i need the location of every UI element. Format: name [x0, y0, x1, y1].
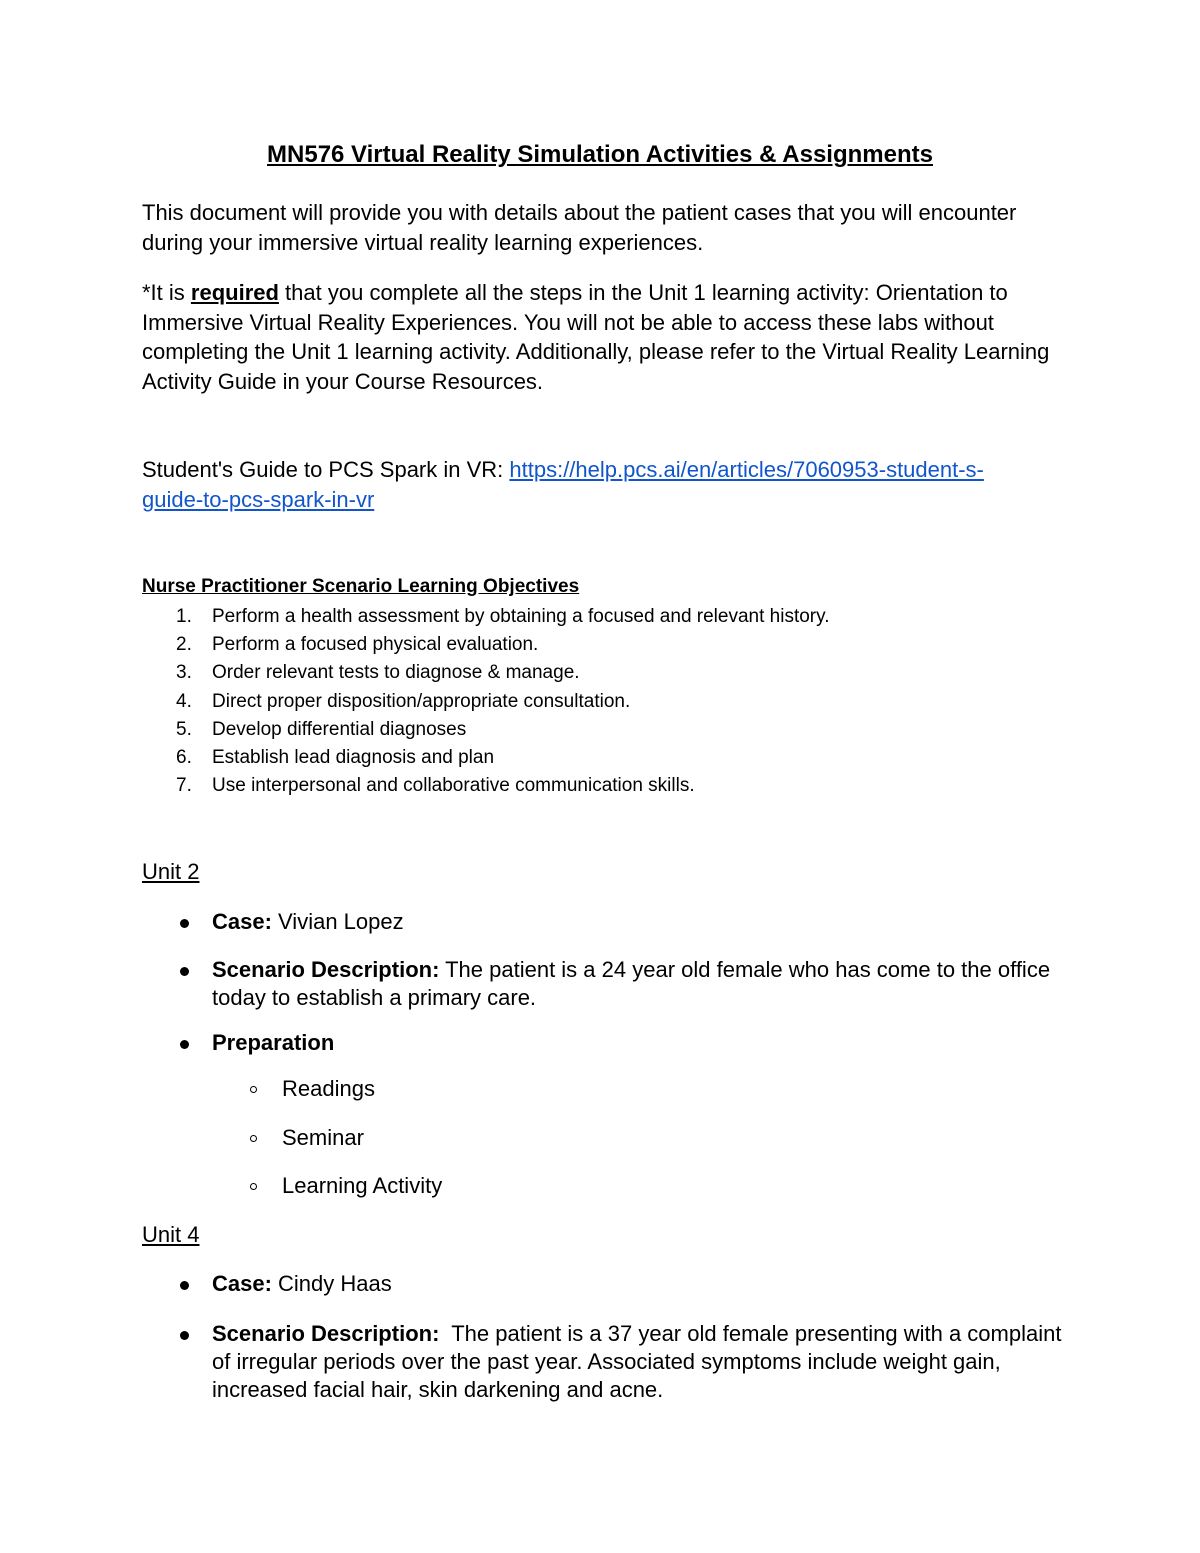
guide-paragraph: [142, 455, 1062, 515]
case-label: Case:: [212, 909, 272, 934]
objective-text: Direct proper disposition/appropriate consultation.: [212, 691, 631, 712]
required-emphasis: required: [190, 280, 279, 305]
bullet-icon: [180, 1331, 189, 1340]
scenario-label: Scenario Description:: [212, 957, 440, 982]
intro-paragraph: This document will provide you with details about the patient cases that you will encounter during your immersive virtual reality learning experiences.: [142, 200, 1017, 255]
hollow-bullet-icon: [250, 1135, 257, 1142]
objective-text: Use interpersonal and collaborative communication skills.: [212, 775, 695, 796]
hollow-bullet-icon: [250, 1086, 257, 1093]
scenario-text: The patient is a 37 year old female presenting with a complaint of irregular periods over the past year. Associated symptoms include weight gain, increased facial hair, skin darkening and acne.: [212, 1321, 1068, 1402]
preparation-item: [142, 1124, 742, 1154]
guide-link-line2[interactable]: guide-to-pcs-spark-in-vr: [142, 487, 375, 512]
bullet-icon: [180, 967, 189, 976]
scenario-label: Scenario Description:: [212, 1321, 440, 1346]
case-bullet: [142, 908, 1062, 938]
guide-label: Student's Guide to PCS Spark in VR:: [142, 457, 510, 482]
bullet-icon: [180, 1281, 189, 1290]
document-title: MN576 Virtual Reality Simulation Activities & Assignments: [267, 141, 933, 168]
objective-text: Perform a focused physical evaluation.: [212, 634, 539, 655]
objective-number: 4.: [176, 691, 192, 712]
objective-number: 5.: [176, 719, 192, 740]
objective-text: Perform a health assessment by obtaining a focused and relevant history.: [212, 606, 830, 627]
preparation-item: [142, 1075, 742, 1105]
preparation-bullet: [142, 1029, 1062, 1059]
scenario-bullet: [142, 956, 1062, 1016]
case-value: Cindy Haas: [271, 1271, 392, 1296]
required-note-prefix: *It is: [142, 280, 191, 305]
objective-text: Develop differential diagnoses: [212, 719, 467, 740]
objective-number: 2.: [176, 634, 192, 655]
bullet-icon: [180, 919, 189, 928]
objective-number: 1.: [176, 606, 192, 627]
objective-number: 7.: [176, 775, 192, 796]
preparation-label: Preparation: [212, 1030, 335, 1055]
case-label: Case:: [212, 1271, 272, 1296]
objective-text: Establish lead diagnosis and plan: [212, 747, 495, 768]
preparation-item-text: Readings: [282, 1076, 375, 1101]
preparation-item-text: Learning Activity: [282, 1173, 443, 1198]
required-note: [142, 278, 1062, 396]
scenario-bullet: [142, 1320, 1068, 1410]
hollow-bullet-icon: [250, 1183, 257, 1190]
unit-heading: Unit 4: [142, 1222, 200, 1247]
required-note-suffix: that you complete all the steps in the Unit 1 learning activity: Orientation to Immersive Virtual Reality Experiences. You will not be able to access these labs without completing the Unit 1 learning activity. Additionally, please refer to the Virtual Reality Learning Activity Guide in your Course Resources.: [142, 280, 1050, 394]
preparation-item-text: Seminar: [282, 1125, 364, 1150]
scenario-text: The patient is a 24 year old female who has come to the office today to establish a primary care.: [212, 957, 1051, 1010]
bullet-icon: [180, 1040, 189, 1049]
unit-heading: Unit 2: [142, 859, 200, 884]
objective-text: Order relevant tests to diagnose & manage.: [212, 662, 580, 683]
guide-link-line1[interactable]: https://help.pcs.ai/en/articles/7060953-student-s-: [509, 457, 984, 482]
objectives-heading: Nurse Practitioner Scenario Learning Objectives: [142, 576, 580, 597]
case-bullet: [142, 1270, 1062, 1300]
objective-number: 3.: [176, 662, 192, 683]
objective-number: 6.: [176, 747, 192, 768]
case-value: Vivian Lopez: [271, 909, 404, 934]
preparation-item: [142, 1172, 742, 1202]
